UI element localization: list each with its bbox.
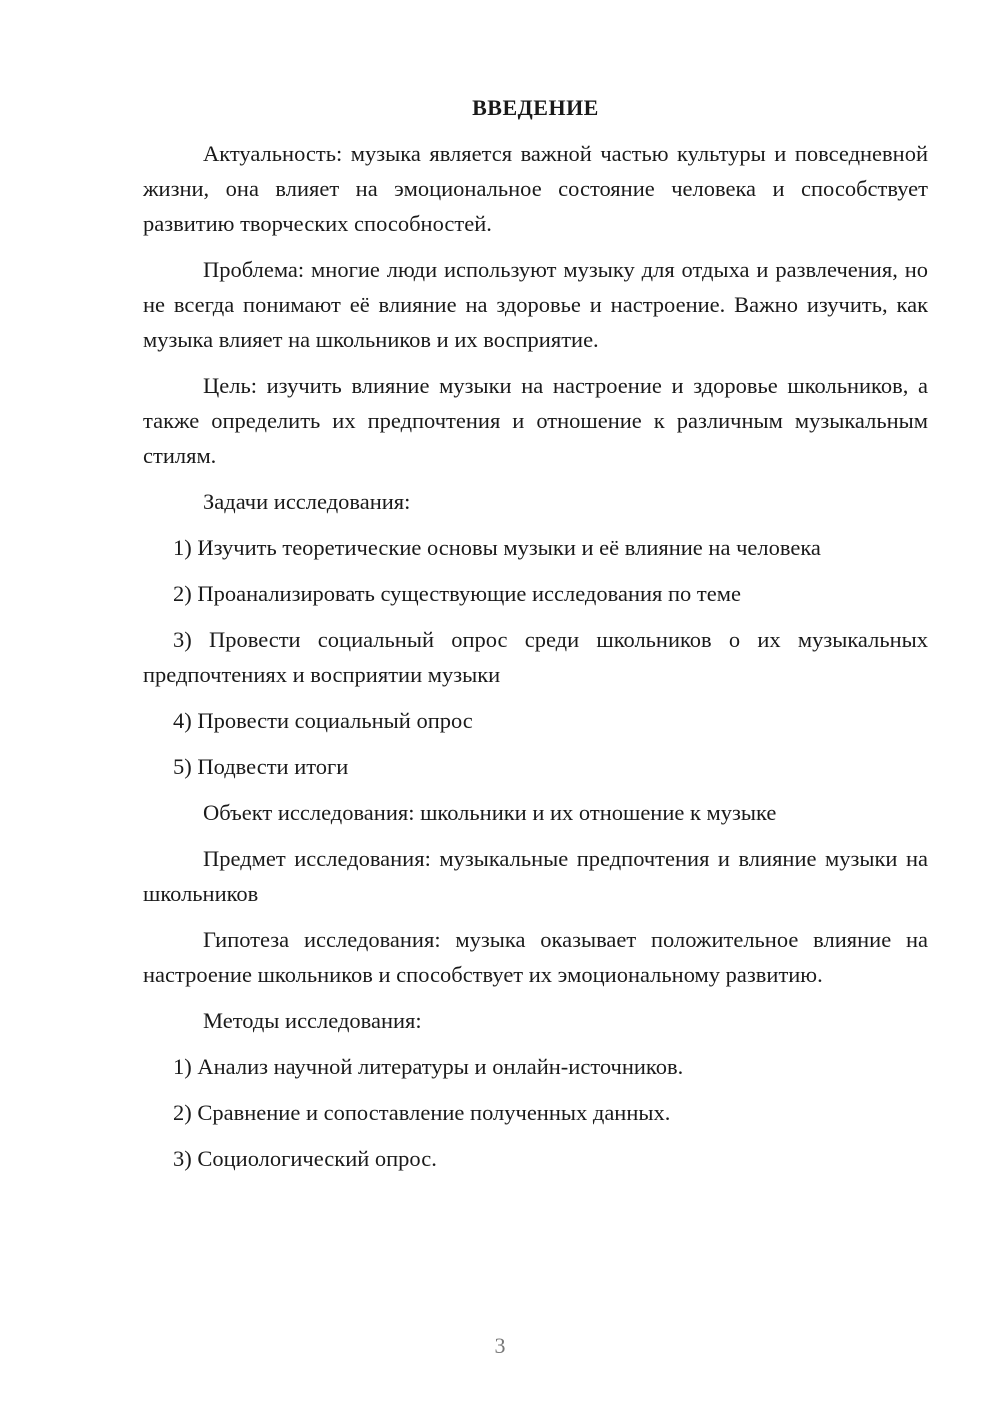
subject-paragraph: Предмет исследования: музыкальные предпочтения и влияние музыки на школьников: [143, 846, 928, 906]
hypothesis-paragraph: Гипотеза исследования: музыка оказывает положительное влияние на настроение школьников и способствует их эмоциональному развитию.: [143, 927, 928, 987]
goal-paragraph: Цель: изучить влияние музыки на настроение и здоровье школьников, а также определить их предпочтения и отношение к различным музыкальным стилям.: [143, 373, 928, 468]
task-item-2: 2) Проанализировать существующие исследования по теме: [173, 581, 741, 606]
methods-heading: Методы исследования:: [203, 1008, 422, 1033]
task-item-3: 3) Провести социальный опрос среди школьников о их музыкальных предпочтениях и восприятии музыки: [143, 627, 928, 687]
document-title: ВВЕДЕНИЕ: [472, 95, 599, 120]
task-item-5: 5) Подвести итоги: [173, 754, 349, 779]
method-item-1: 1) Анализ научной литературы и онлайн-источников.: [173, 1054, 684, 1079]
method-item-3: 3) Социологический опрос.: [173, 1146, 437, 1171]
object-paragraph: Объект исследования: школьники и их отношение к музыке: [203, 800, 777, 825]
document-body: [143, 90, 928, 1187]
method-item-2: 2) Сравнение и сопоставление полученных данных.: [173, 1100, 671, 1125]
page-number: 3: [494, 1333, 506, 1358]
tasks-heading: Задачи исследования:: [203, 489, 411, 514]
task-item-1: 1) Изучить теоретические основы музыки и её влияние на человека: [173, 535, 821, 560]
problem-paragraph: Проблема: многие люди используют музыку для отдыха и развлечения, но не всегда понимают её влияние на здоровье и настроение. Важно изучить, как музыка влияет на школьников и их восприятие.: [143, 257, 928, 352]
relevance-paragraph: Актуальность: музыка является важной частью культуры и повседневной жизни, она влияет на эмоциональное состояние человека и способствует развитию творческих способностей.: [143, 141, 928, 236]
task-item-4: 4) Провести социальный опрос: [173, 708, 473, 733]
